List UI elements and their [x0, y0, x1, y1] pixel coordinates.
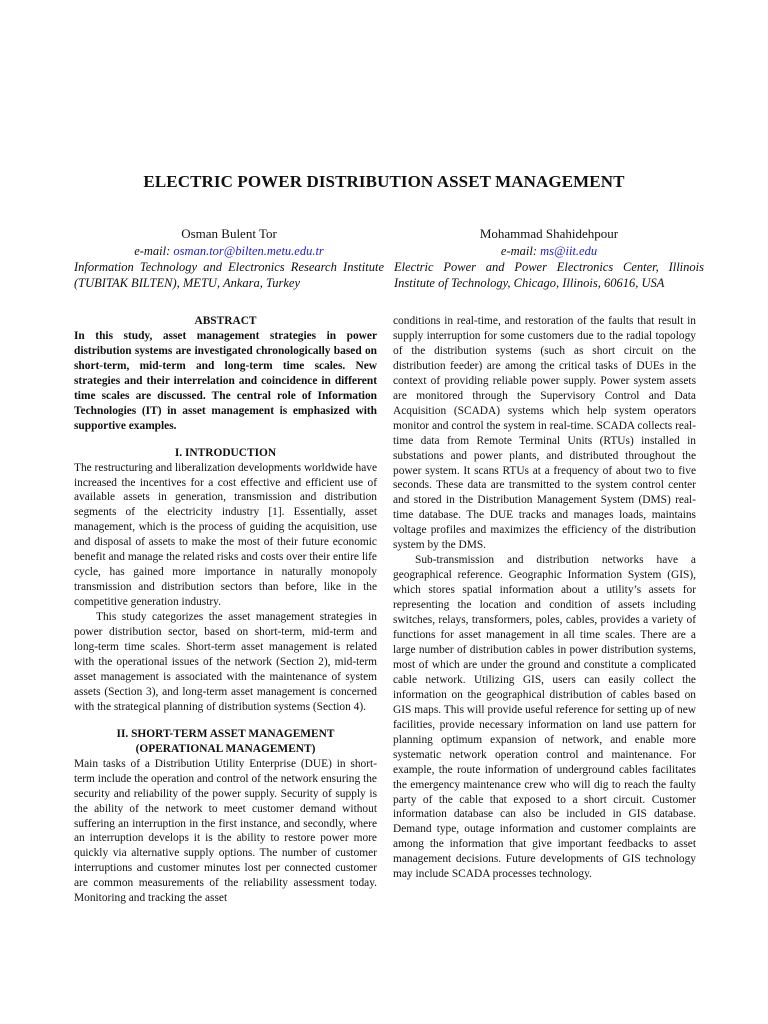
- section2-heading-line2: (OPERATIONAL MANAGEMENT): [135, 742, 316, 755]
- left-column: [74, 314, 377, 906]
- right-paragraph-1: conditions in real-time, and restoration of the faults that result in supply interruption for some customers due to the radial topology of the distribution systems (such as short circuit on the distribution feeder) are among the critical tasks of DUEs in the context of providing reliable power supply. Power system assets are monitored through the Supervisory Control and Data Acquisition (SCADA) systems which help system operators monitor and control the system in real-time. SCADA collects real-time data from Remote Terminal Units (RTUs) installed in substations and power plants, and distributed throughout the power system. It scans RTUs at a frequency of about two to five seconds. These data are transmitted to the system control center and stored in the Distribution Management System (DMS) real-time database. The DUE tracks and manages loads, maintains voltage profiles and maximizes the efficiency of the distribution system by the DMS.: [393, 315, 696, 552]
- introduction-paragraph-1: The restructuring and liberalization developments worldwide have increased the incentives for a cost effective and efficient use of available assets in generation, transmission and distribution segments of the electricity industry [1]. Essentially, asset management, which is the process of guiding the acquisition, use and disposal of assets to make the most of their future economic benefit and manage the related risks and costs over their entire life cycle, has gained more importance in naturally monopoly transmission and distribution sectors than before, like in the competitive generation industry.: [74, 461, 378, 609]
- author-name-1: Osman Bulent Tor: [181, 226, 277, 241]
- paper-title: ELECTRIC POWER DISTRIBUTION ASSET MANAGEMENT: [143, 172, 625, 191]
- section2-paragraph: Main tasks of a Distribution Utility Enterprise (DUE) in short-term include the operation and control of the network ensuring the security and reliability of the power supply. Security of supply is the ability of the network to meet customer demand without suffering an interruption in the first instance, and secondly, where an interruption develops it is the ability to restore power more quickly via alternative supply options. The number of customer interruptions and customer minutes lost per connected customer are common measurements of the reliability assessment today. Monitoring and tracking the asset: [74, 757, 377, 905]
- author-block-2: [394, 226, 704, 291]
- email-prefix-2: e-mail:: [500, 244, 541, 258]
- author-block-1: [74, 226, 384, 291]
- author-email-line-1: [74, 243, 384, 259]
- section2-heading-line1: II. SHORT-TERM ASSET MANAGEMENT: [116, 727, 335, 740]
- introduction-paragraph-2: This study categorizes the asset management strategies in power distribution sector, based on short-term, mid-term and long-term time scales. Short-term asset management is related with the operational issues of the network (Section 2), mid-term asset management is associated with the maintenance of system assets (Section 3), and long-term asset management is concerned with the strategical planning of distribution systems (Section 4).: [74, 611, 377, 713]
- abstract-heading: ABSTRACT: [194, 315, 257, 327]
- author-email-line-2: [394, 243, 704, 259]
- author-email-link-1[interactable]: osman.tor@bilten.metu.edu.tr: [173, 244, 324, 258]
- author-affiliation-2: Electric Power and Power Electronics Center, Illinois Institute of Technology, Chicago, Illinois, 60616, USA: [394, 260, 704, 290]
- author-name-2: Mohammad Shahidehpour: [479, 226, 619, 241]
- abstract-section: [74, 314, 377, 434]
- abstract-text: In this study, asset management strategies in power distribution systems are investigated chronologically based on short-term, mid-term and long-term time scales. New strategies and their interrelation and coincidence in different time scales are discussed. The central role of Information Technologies (IT) in asset management is emphasized with supportive examples.: [74, 329, 377, 432]
- introduction-heading: I. INTRODUCTION: [174, 446, 277, 459]
- author-email-link-2[interactable]: ms@iit.edu: [540, 244, 598, 258]
- author-affiliation-1: Information Technology and Electronics Research Institute (TUBITAK BILTEN), METU, Ankara, Turkey: [74, 260, 384, 290]
- right-paragraph-2: Sub-transmission and distribution networks have a geographical reference. Geographic Information System (GIS), which stores spatial information about a utility’s assets for representing the location and condition of assets including switches, relays, transformers, poles, cables, provides a variety of functions for asset management in all time scales. There are a large number of distribution cables in power distribution systems, most of which are under the ground and constitute a complicated cable network. Utilizing GIS, users can easily collect the information on the geographical distribution of cables based on GIS maps. This will provide useful reference for setting up of new facilities, provide necessary information on land use pattern for planning optimum expansion of network, and enable more systematic network operation control and maintenance. For example, the route information of underground cables facilitates the emergency maintenance crew who will dig to reach the faulty party of the cable that exposed to a short circuit. Customer information database can also be included in GIS database. Demand type, outage information and customer complaints are among the information that give important feedbacks to asset management decisions. Future developments of GIS technology may include SCADA processes technology.: [393, 554, 696, 881]
- right-column: [393, 314, 696, 882]
- email-prefix-1: e-mail:: [134, 244, 174, 258]
